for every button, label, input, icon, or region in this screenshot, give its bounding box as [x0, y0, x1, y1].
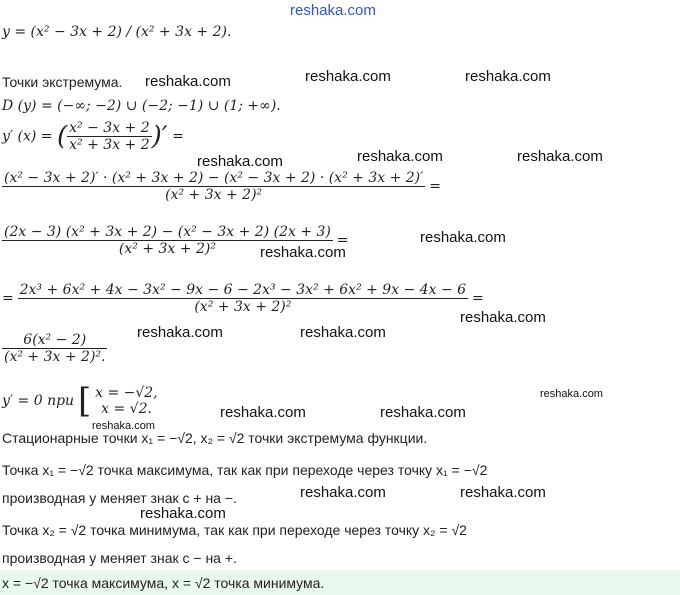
conclusion-line: x = −√2 точка максимума, x = √2 точка минимума.: [2, 575, 325, 591]
watermark-small: reshaka.com: [540, 388, 603, 400]
zero-condition: y′ = 0 при: [2, 393, 75, 409]
section-label-extrema: Точки экстремума.: [2, 74, 123, 90]
watermark: reshaka.com: [517, 148, 603, 165]
minimum-explanation-line-1: Точка x₂ = √2 точка минимума, так как при переходе через точку x₂ = √2: [2, 522, 467, 538]
root-1: x = −√2,: [95, 385, 158, 401]
derivative-step-3: [2, 282, 484, 315]
step-1-numerator: (x² − 3x + 2)′ · (x² + 3x + 2) − (x² − 3x + 2) · (x² + 3x + 2)′: [4, 170, 424, 186]
roots-list: [95, 385, 158, 417]
function-definition: y = (x² − 3x + 2) / (x² + 3x + 2).: [2, 24, 232, 40]
step-4-numerator: 6(x² − 2): [23, 332, 87, 348]
watermark-small: reshaka.com: [92, 420, 155, 432]
derivative-step-2: [2, 224, 349, 257]
step-3-denominator: (x² + 3x + 2)²: [18, 298, 468, 315]
watermark: reshaka.com: [145, 73, 231, 90]
watermark: reshaka.com: [460, 309, 546, 326]
watermark: reshaka.com: [380, 404, 466, 421]
leading-equals-sign: =: [2, 290, 14, 307]
derivative-step-4: [2, 332, 107, 365]
derivative-fraction-denominator: x² + 3x + 2: [69, 137, 150, 153]
watermark: reshaka.com: [420, 229, 506, 246]
equals-sign: =: [336, 232, 349, 249]
derivative-fraction: [67, 120, 151, 153]
minimum-explanation-line-2: производная y меняет знак с − на +.: [2, 550, 237, 566]
equals-sign: =: [429, 178, 441, 195]
root-2: x = √2.: [101, 401, 152, 417]
step-3-fraction: [18, 282, 468, 315]
watermark: reshaka.com: [300, 484, 386, 501]
step-4-fraction: [2, 332, 107, 365]
watermark: reshaka.com: [300, 324, 386, 341]
step-1-denominator: (x² + 3x + 2)²: [2, 186, 425, 203]
system-bracket: [: [77, 381, 92, 421]
derivative-fraction-numerator: x² − 3x + 2: [69, 120, 150, 136]
maximum-explanation-line-2: производная y меняет знак с + на −.: [2, 490, 237, 506]
watermark: reshaka.com: [260, 244, 346, 261]
equals-sign: =: [172, 128, 184, 145]
derivative-step-1: [2, 170, 441, 203]
critical-points-system: [2, 381, 158, 421]
left-paren: (: [57, 121, 68, 152]
domain-line: D (y) = (−∞; −2) ∪ (−2; −1) ∪ (1; +∞).: [2, 98, 281, 114]
step-2-numerator: (2x − 3) (x² + 3x + 2) − (x² − 3x + 2) (2x + 3): [4, 224, 331, 240]
watermark: reshaka.com: [140, 505, 226, 522]
step-2-fraction: [2, 224, 333, 257]
watermark: reshaka.com: [220, 404, 306, 421]
step-3-numerator: 2x³ + 6x² + 4x − 3x² − 9x − 6 − 2x³ − 3x² + 6x² + 9x − 4x − 6: [19, 282, 467, 298]
watermark: reshaka.com: [460, 484, 546, 501]
stationary-points-line: Стационарные точки x₁ = −√2, x₂ = √2 точки экстремума функции.: [2, 430, 428, 446]
watermark: reshaka.com: [305, 68, 391, 85]
step-4-denominator: (x² + 3x + 2)².: [4, 349, 106, 365]
watermark: reshaka.com: [465, 68, 551, 85]
watermark: reshaka.com: [197, 153, 283, 170]
maximum-explanation-line-1: Точка x₁ = −√2 точка максимума, так как при переходе через точку x₁ = −√2: [2, 462, 488, 478]
watermark: reshaka.com: [137, 324, 223, 341]
step-2-denominator: (x² + 3x + 2)²: [2, 240, 333, 257]
derivative-definition: [2, 120, 184, 153]
watermark: reshaka.com: [357, 148, 443, 165]
watermark-top: reshaka.com: [290, 2, 376, 19]
step-1-fraction: [2, 170, 425, 203]
equals-sign: =: [471, 290, 484, 307]
derivative-lhs: y′ (x) =: [2, 128, 57, 145]
right-paren: )′: [151, 121, 168, 152]
